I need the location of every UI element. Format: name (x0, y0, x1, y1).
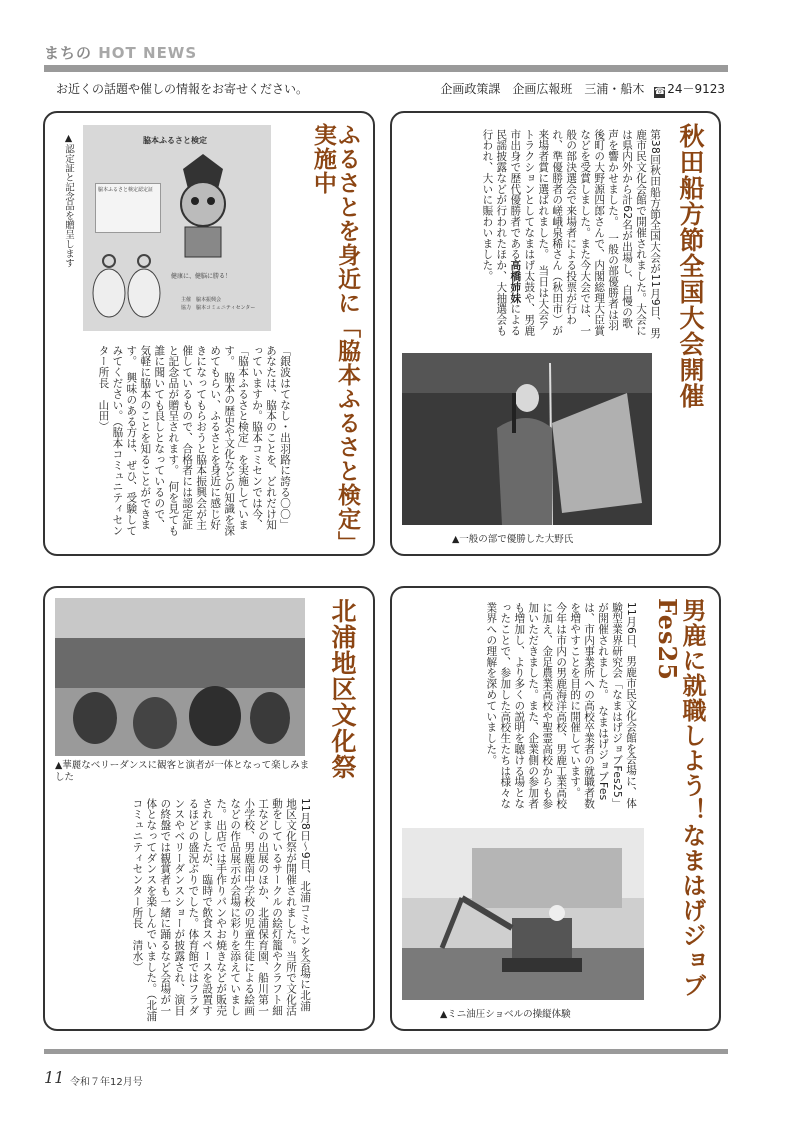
article-title: 男鹿に就職しよう！なまはげジョブFes25 (652, 598, 707, 998)
article-title: 北浦地区文化祭 (328, 598, 357, 780)
article-body: 「銀波はてなし・出羽路に誇る〇〇」あなたは、脇本のことを、どれだけ知っていますか。脇本コミセンでは今、「脇本ふるさと検定」を実施しています。 脇本の歴史や文化などの知識を深めてもらい、ふるさとを身近に感じ好きになってもらおうと脇本振興会が主催しているもので、合格者には認定証と記念品が贈呈されます。 何を見ても誰に聞いても良しとなっているので、気軽に脇本のことを知ることができます。 興味のある方は、ぜひ、受験してみてください。（脇本コミュニティセンター所長 山田） (97, 345, 291, 536)
singer-photo-icon (402, 353, 652, 525)
highlight-name: 高橋姉妹 (509, 259, 522, 304)
photo-caption: ▲ミニ油圧ショベルの操縦体験 (440, 1009, 571, 1020)
header-prefix: まちの (44, 44, 93, 62)
article-body: 第38回秋田船方節全国大会が11月9日、男鹿市民文化会館で開催されました。大会には県内外から計62名が出場し、自慢の歌声を響かせました。 一般の部優勝者は羽後町の大野源四郎さんで、内閣総理大臣賞などを受賞しました。また今大会では、一般の部決選会で来場者による投票が行われ、準優勝者の嵯峨泉稀さん（秋田市）が来場者賞に選ばれました。 当日は大会アトラクションとしてなまはげ太鼓や、男鹿市出身で歴代優勝者である高橋姉妹による民謡披露などが行われたほか、大抽選会も行われ、大いに賑わいました。 (481, 129, 661, 339)
photo-slogan: 健康に、健脳に勝る！ (171, 273, 232, 280)
contact-tel: 24－9123 (667, 82, 725, 96)
contact-department: 企画政策課 企画広報班 三浦・船木 (440, 82, 645, 96)
photo-credit: 主催 脇本振興会 協力 脇本コミュニティセンター (181, 297, 256, 311)
article-kitaura-bunkasai (43, 586, 375, 1031)
article-title: ふるさとを身近に「脇本ふるさと検定」実施中 (309, 123, 361, 544)
keychain-icon (89, 253, 169, 325)
article-body: 11月6日、男鹿市民文化会館を会場に、体験型業界研究会「なまはげジョブFes25」が開催されました。 なまはげジョブFesは、市内事業所への高校卒業者の就職者数を増やすことを目的に開催しています。 今年は市内の男鹿海洋高校、男鹿工業高校に加え、金足農業高校や聖霊高校からも参加いただきました。また、企業側の参加者も増加し、より多くの説明を聴ける場となったことで、参加した高校生たちは様々な業界への理解を深めていました。 (485, 602, 637, 810)
section-header (44, 42, 197, 63)
dance-photo-icon (55, 598, 305, 756)
article-wakimoto-kentei (43, 111, 375, 556)
photo-caption: ▲華麗なベリーダンスに観客と演者が一体となって楽しみました (55, 760, 310, 784)
photo-certificate (83, 125, 271, 331)
photo-caption: ▲認定証と記念品を贈呈します (63, 133, 74, 268)
article-title: 秋田船方節全国大会開催 (676, 123, 705, 409)
page-number: 11 (44, 1068, 65, 1087)
header-rule (44, 65, 728, 72)
contact-info (440, 80, 725, 98)
header-title: HOT NEWS (98, 44, 198, 62)
photo-excavator (402, 828, 644, 1000)
excavator-photo-icon (402, 828, 644, 1000)
certificate-card: 脇本ふるさと検定認定証 (95, 183, 161, 233)
photo-caption: ▲一般の部で優勝した大野氏 (452, 534, 574, 545)
article-body: 11月8日～9日、北浦コミセンを会場に北浦地区文化祭が開催されました。当所で文化活動をしているサークルの絵灯籠やクラフト細工などの出展のほか、北浦保育園、船川第一小学校、男鹿南中学校の児童生徒による絵画などの作品展示が会場に彩りを添えていました。出店では手作りパンやお焼きなどが販売されましたが、臨時で飲食スペースを設置するほどの盛況ぶりでした。体育館ではフラダンスやベリーダンスショーが披露され、演目の終盤では観賞者も一緒に踊るなど会場が一体となってダンスを楽しんでいました。（北浦コミュニティセンター所長 清水） (131, 798, 311, 1022)
footer-rule (44, 1049, 728, 1054)
article-akita-funakata (390, 111, 721, 556)
mascot-icon (163, 149, 243, 269)
photo-bellydance (55, 598, 305, 756)
submission-note: お近くの話題や催しの情報をお寄せください。 (56, 82, 309, 96)
issue-label: 令和７年12月号 (70, 1077, 143, 1088)
phone-icon: ☎ (654, 87, 666, 97)
article-namahage-job-fes (390, 586, 721, 1031)
photo-heading: 脇本ふるさと検定 (143, 136, 207, 145)
photo-winner (402, 353, 652, 525)
